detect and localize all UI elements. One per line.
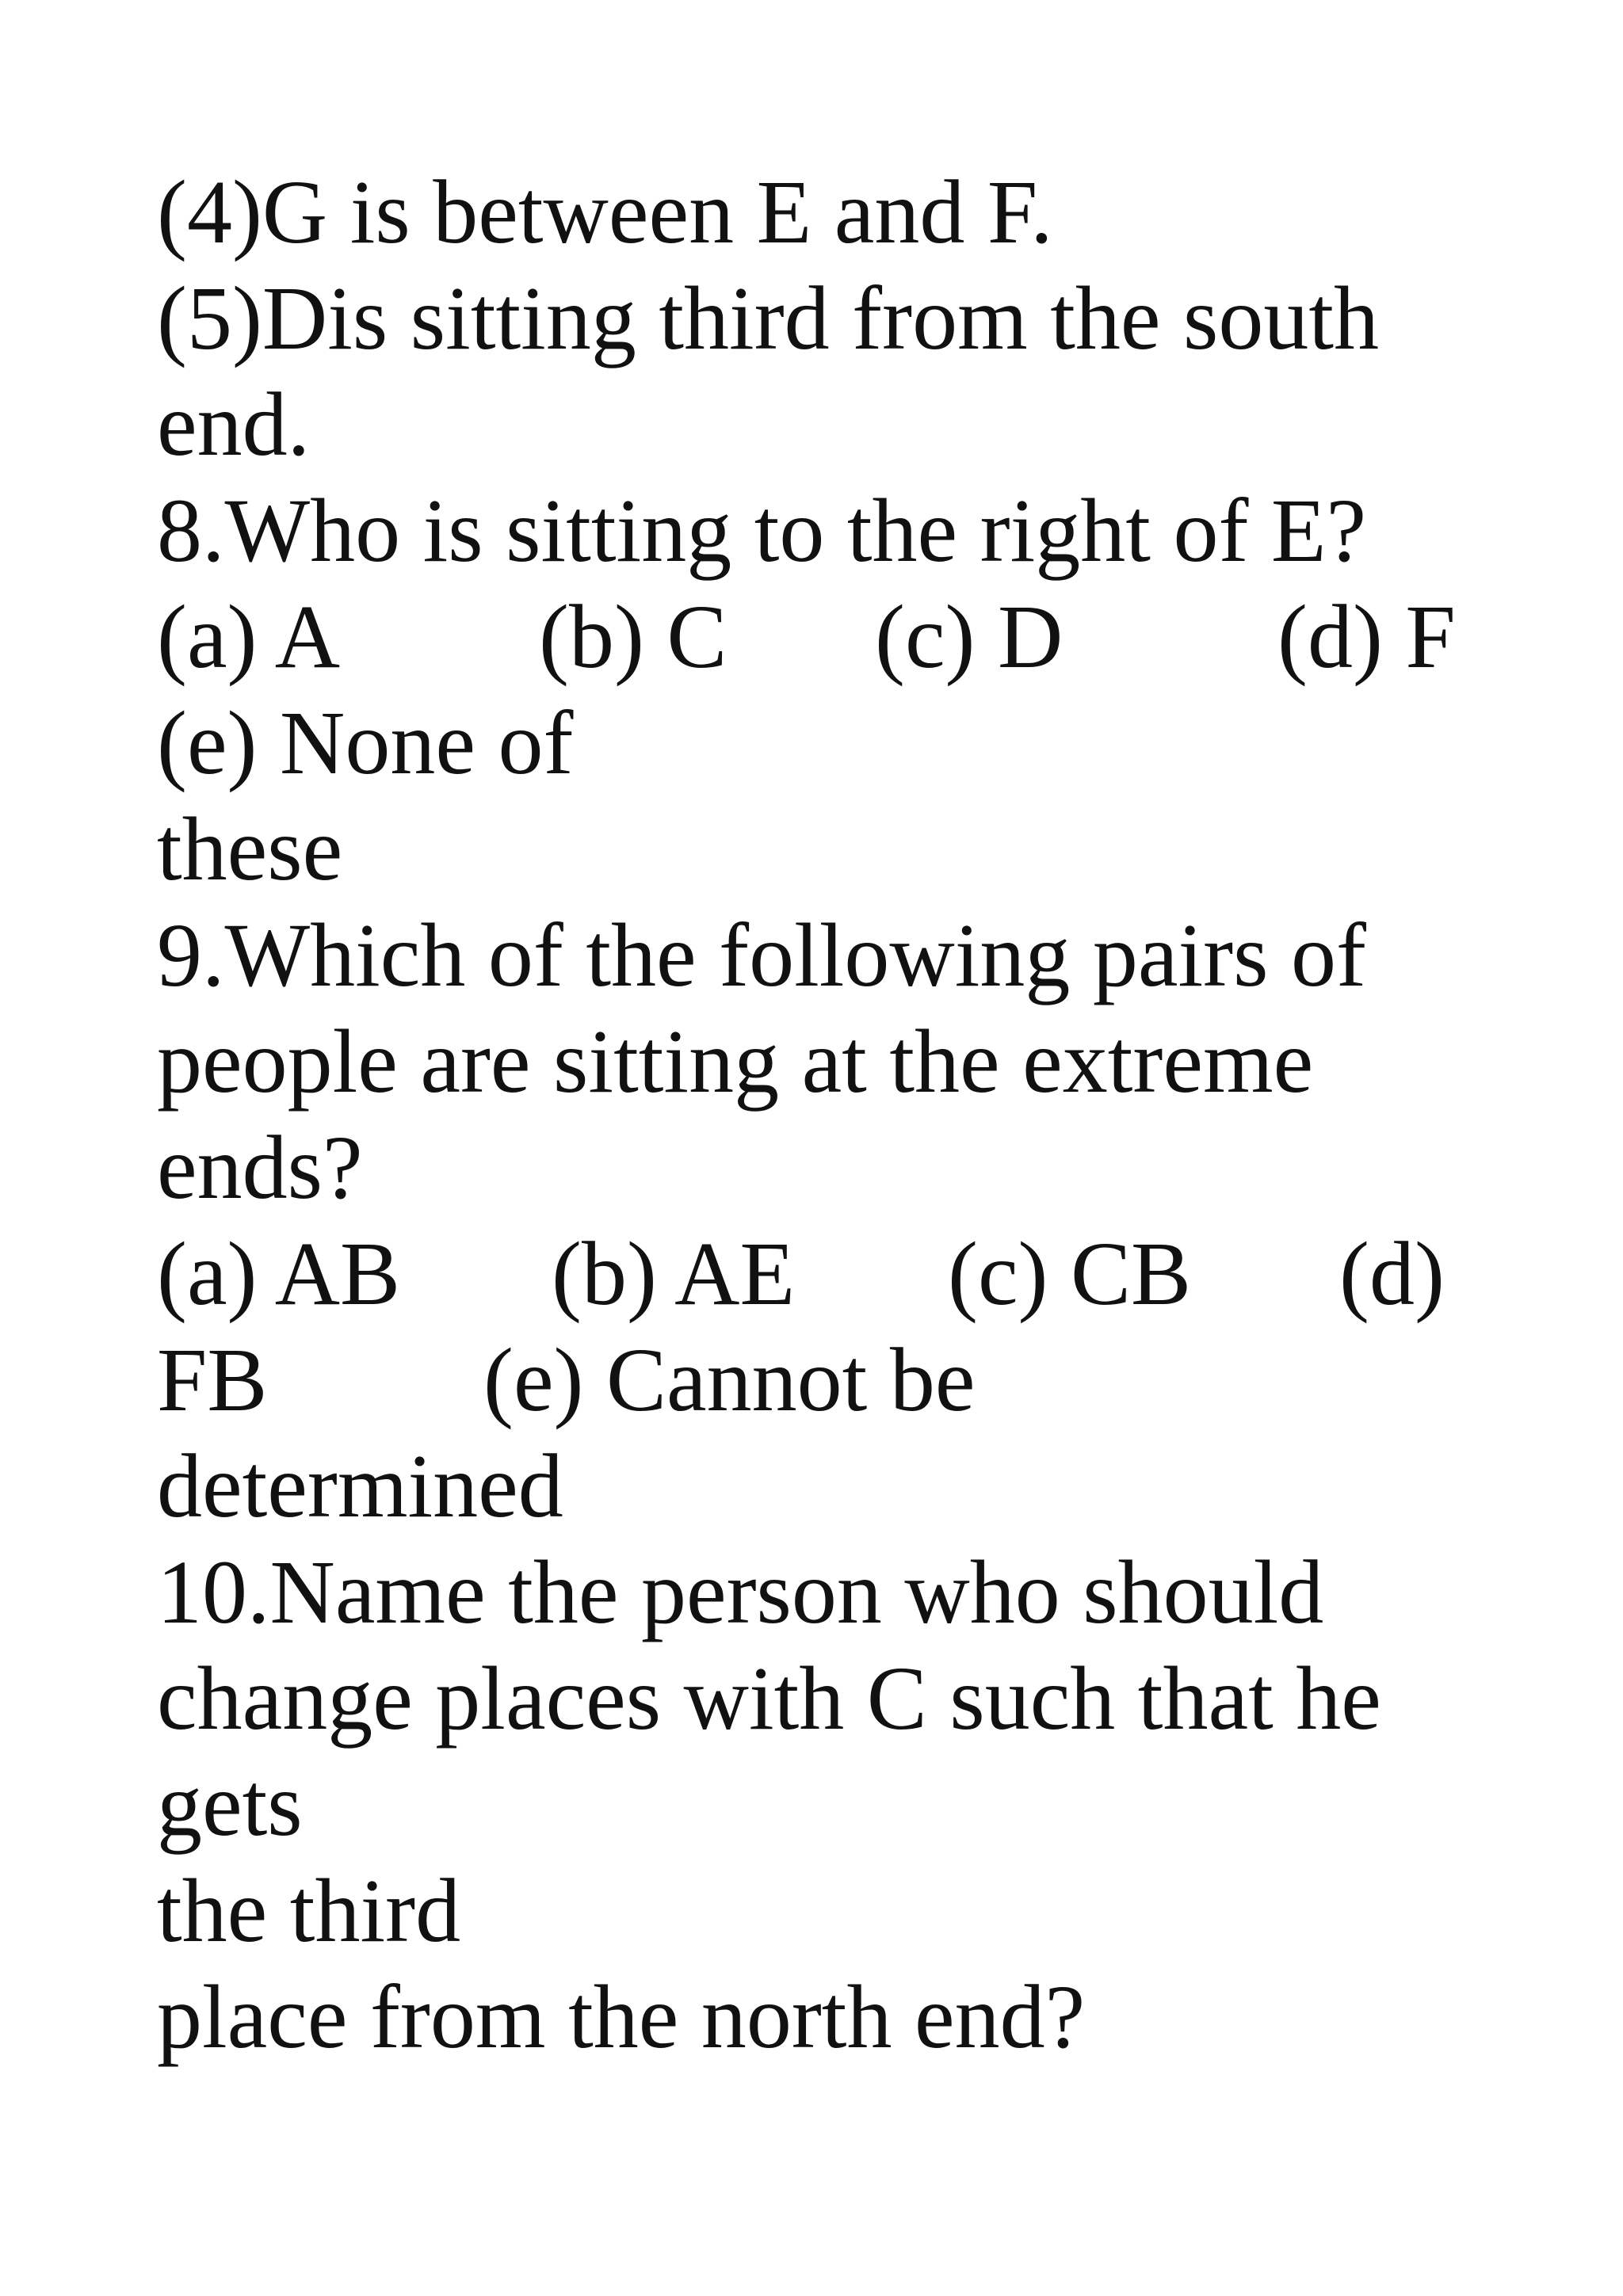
statement-4: (4)G is between E and F. <box>157 162 1053 262</box>
q8-option-e-line2: these <box>157 799 343 899</box>
q9-option-b: (b) AE <box>552 1223 796 1324</box>
q8-option-b: (b) C <box>539 586 727 687</box>
q8-option-e-line1: (e) None of <box>157 692 574 793</box>
q9-option-a: (a) AB <box>157 1223 401 1324</box>
question-10-line5: place from the north end? <box>157 1966 1086 2067</box>
q9-option-c: (c) CB <box>948 1223 1192 1324</box>
q8-option-c: (c) D <box>875 586 1064 687</box>
question-9-line3: ends? <box>157 1117 363 1218</box>
statement-5-line2: end. <box>157 374 311 475</box>
q9-option-e-line1: (e) Cannot be <box>483 1329 976 1430</box>
q9-option-d-label: (d) <box>1339 1223 1445 1324</box>
question-8: 8.Who is sitting to the right of E? <box>157 480 1367 581</box>
question-9-line1: 9.Which of the following pairs of <box>157 905 1366 1005</box>
question-10-line3: gets <box>157 1754 303 1855</box>
q9-option-d-value: FB <box>157 1329 268 1430</box>
statement-5-line1: (5)Dis sitting third from the south <box>157 268 1380 368</box>
question-10-line4: the third <box>157 1860 461 1961</box>
q8-option-a: (a) A <box>157 586 341 687</box>
q8-option-d: (d) F <box>1277 586 1456 687</box>
question-10-line1: 10.Name the person who should <box>157 1542 1324 1642</box>
question-9-line2: people are sitting at the extreme <box>157 1011 1314 1112</box>
q9-option-e-line2: determined <box>157 1436 563 1536</box>
question-10-line2: change places with C such that he <box>157 1648 1381 1749</box>
